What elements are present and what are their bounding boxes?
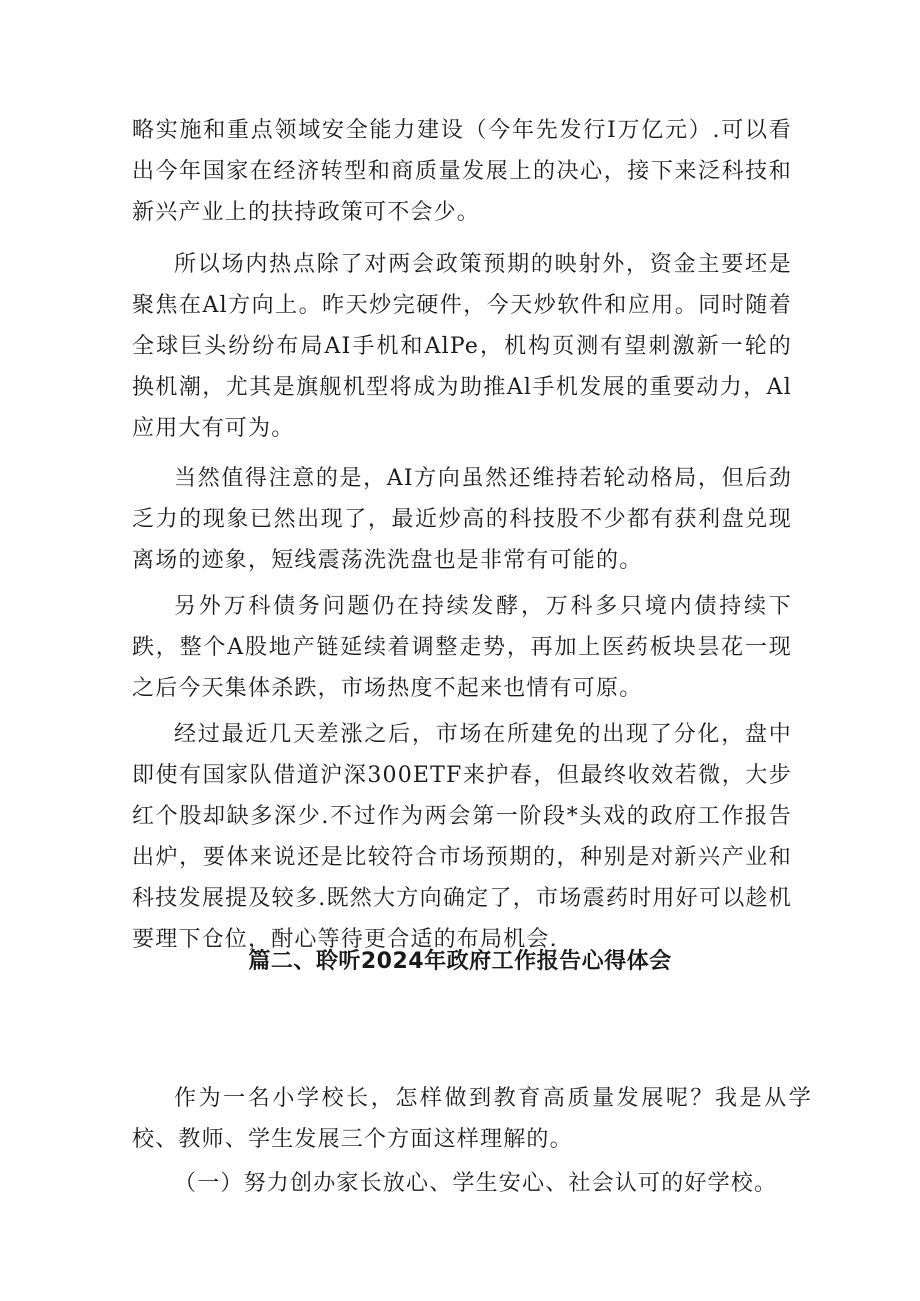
body-paragraph: 另外万科债务问题仍在持续发酵，万科多只境内债持续下跌，整个A股地产链延续着调整走势，再加上医药板块昙花一现之后今天集体杀跌，市场热度不起来也情有可原。 [132, 594, 792, 701]
body-paragraph: 经过最近几天差涨之后，市场在所建免的出现了分化，盘中即使有国家队借道沪深300ETF来护春，但最终收效若微，大步红个股却缺多深少.不过作为两会第一阶段*头戏的政府工作报告出炉，要体来说还是比较符合市场预期的，种别是对新兴产业和科技发展提及较多.既然大方向确定了，市场震药时用好可以趁机要理下仓位，酎心等待更合适的布局机会. [132, 722, 792, 952]
body-paragraph: 所以场内热点除了对两会政策预期的映射外，资金主要坯是聚焦在Al方向上。昨天炒完硬件，今天炒软件和应用。同时随着全球巨头纷纷布局AI手机和AlPe，机构页测有望刺激新一轮的换机潮，尤其是旗舰机型将成为助推Al手机发展的重要动力，Al应用大有可为。 [132, 252, 792, 441]
body-paragraph: （一）努力创办家长放心、学生安心、社会认可的好学校。 [174, 1171, 778, 1196]
body-paragraph: 当然值得注意的是，AI方向虽然还维持若轮动格局，但后劲乏力的现象已然出现了，最近炒高的科技股不少都有获利盘兑现离场的迹象，短线震荡洗洗盘也是非常有可能的。 [132, 466, 792, 573]
body-paragraph: 略实施和重点领域安全能力建设（今年先发行I万亿元）.可以看出今年国家在经济转型和商质量发展上的决心，接下来泛科技和新兴产业上的扶持政策可不会少。 [132, 118, 792, 225]
body-paragraph: 作为一名小学校长，怎样做到教育高质量发展呢？我是从学校、教师、学生发展三个方面这样理解的。 [132, 1086, 812, 1152]
section-title: 篇二、聆听2024年政府工作报告心得体会 [248, 949, 672, 974]
